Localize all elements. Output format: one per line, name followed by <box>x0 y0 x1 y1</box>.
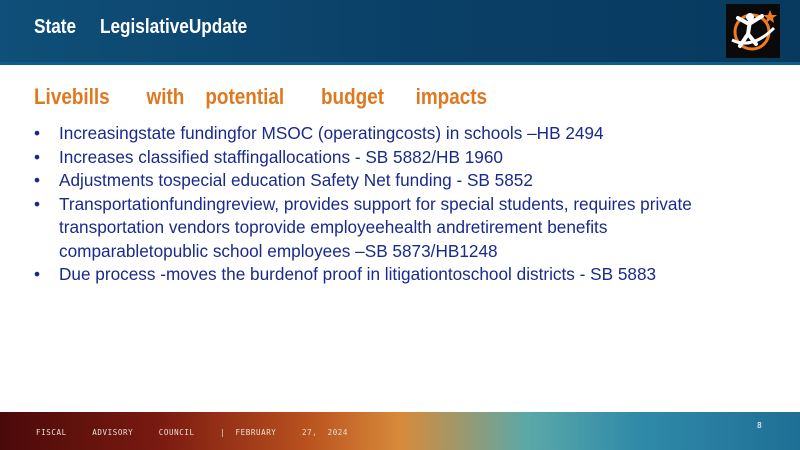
organization-logo <box>726 4 780 58</box>
bullet-marker: • <box>34 264 41 284</box>
list-item <box>34 193 754 264</box>
list-item <box>34 263 754 287</box>
bullet-list <box>34 122 754 287</box>
list-item-text: Transportationfundingreview, provides support for special students, requires private transportation vendors toprovide employeehealth andretirement benefits comparabletopublic school employees –SB 5873/HB1248 <box>59 193 692 261</box>
bullet-marker: • <box>34 193 41 214</box>
bullet-marker: • <box>34 123 41 143</box>
list-item <box>34 122 754 146</box>
list-item-text: Increases classified staffingallocations - SB 5882/HB 1960 <box>59 146 503 167</box>
list-item-text: Increasingstate fundingfor MSOC (operatingcosts) in schools –HB 2494 <box>59 123 604 143</box>
bullet-marker: • <box>34 146 41 167</box>
footer-bar <box>0 412 800 450</box>
page-number: 8 <box>757 421 762 430</box>
list-item-text: Due process -moves the burdenof proof in litigationtoschool districts - SB 5883 <box>59 264 657 284</box>
footer-text: FISCAL ADVISORY COUNCIL | FEBRUARY 27, 2024 <box>36 428 349 437</box>
section-subtitle: Livebills with potential budget impacts <box>34 84 488 109</box>
list-item <box>34 146 754 170</box>
bullet-marker: • <box>34 170 41 190</box>
list-item <box>34 169 754 193</box>
header-bar <box>0 0 800 65</box>
slide-title: State LegislativeUpdate <box>34 16 248 38</box>
list-item-text: Adjustments tospecial education Safety Net funding - SB 5852 <box>59 170 533 190</box>
